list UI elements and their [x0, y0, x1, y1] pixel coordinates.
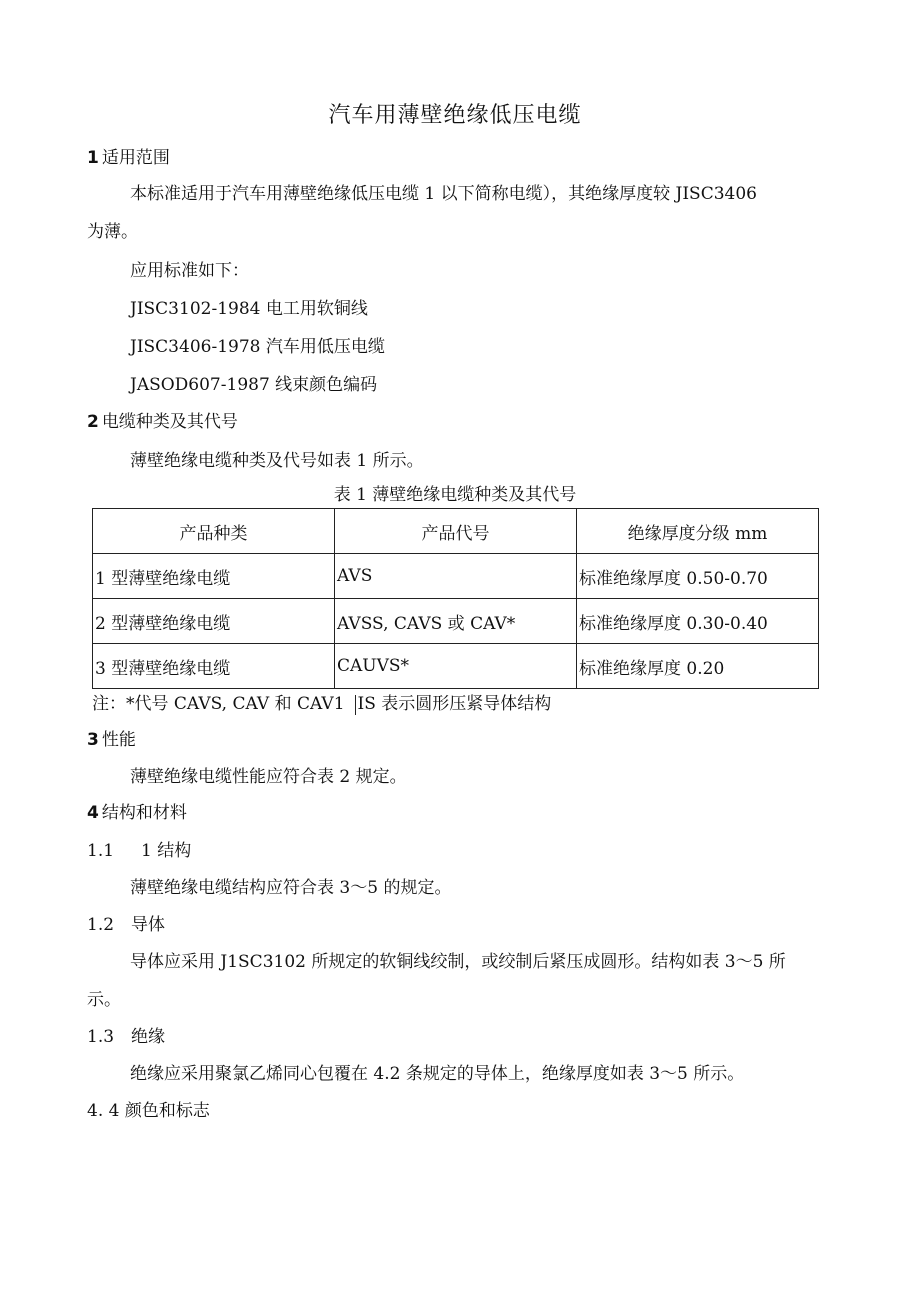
section-title: 电缆种类及其代号	[101, 412, 238, 432]
section-number: 2	[87, 412, 99, 432]
subsection-title: 1 结构	[141, 841, 192, 861]
subsection-number: 1.1	[87, 841, 115, 861]
section-3-heading	[87, 729, 136, 751]
reference-standard-2: JISC3406-1978 汽车用低压电缆	[130, 337, 385, 357]
subsection-2-paragraph-line-2: 示。	[87, 990, 121, 1010]
table-row	[93, 554, 819, 599]
subsection-2-paragraph-line-1: 导体应采用 J1SC3102 所规定的软铜线绞制，或绞制后紧压成圆形。结构如表 3～5 所	[130, 952, 786, 972]
section-1-paragraph-line-1: 本标准适用于汽车用薄壁绝缘低压电缆 1 以下简称电缆），其绝缘厚度较 JISC3406	[130, 184, 757, 204]
document-title: 汽车用薄壁绝缘低压电缆	[328, 103, 582, 128]
cell-product-type: 2 型薄壁绝缘电缆	[93, 599, 335, 644]
note-text-part-2: IS 表示圆形压紧导体结构	[357, 694, 552, 714]
reference-standard-1: JISC3102-1984 电工用软铜线	[130, 299, 368, 319]
reference-standard-3: JASOD607-1987 线束颜色编码	[130, 375, 378, 395]
section-number: 3	[87, 730, 99, 750]
subsection-title: 绝缘	[131, 1027, 165, 1047]
cell-insulation-grade: 标准绝缘厚度 0.50-0.70	[577, 554, 819, 599]
section-number: 1	[87, 148, 99, 168]
subsection-number: 1.3	[87, 1027, 115, 1047]
cell-product-code: AVSS, CAVS 或 CAV*	[335, 599, 577, 644]
section-2-heading	[87, 411, 238, 433]
section-number: 4	[87, 803, 99, 823]
table-row	[93, 599, 819, 644]
note-divider	[355, 695, 356, 715]
table-row	[93, 644, 819, 689]
subsection-number: 1.2	[87, 915, 115, 935]
section-4-heading	[87, 802, 187, 824]
section-title: 适用范围	[101, 148, 170, 168]
cable-type-table	[92, 508, 819, 689]
section-1-heading	[87, 147, 170, 169]
table-1-note	[92, 693, 551, 715]
subsection-1-paragraph: 薄壁绝缘电缆结构应符合表 3～5 的规定。	[130, 878, 452, 898]
subsection-1-heading	[87, 840, 191, 862]
section-3-paragraph: 薄壁绝缘电缆性能应符合表 2 规定。	[130, 767, 407, 787]
cell-insulation-grade: 标准绝缘厚度 0.30-0.40	[577, 599, 819, 644]
subsection-4-heading: 4. 4 颜色和标志	[87, 1101, 210, 1121]
subsection-3-heading	[87, 1026, 165, 1048]
subsection-3-paragraph: 绝缘应采用聚氯乙烯同心包覆在 4.2 条规定的导体上，绝缘厚度如表 3～5 所示。	[130, 1064, 745, 1084]
note-text-part-1: 注：*代号 CAVS, CAV 和 CAV1	[92, 694, 345, 714]
cell-product-type: 3 型薄壁绝缘电缆	[93, 644, 335, 689]
section-2-paragraph: 薄壁绝缘电缆种类及代号如表 1 所示。	[130, 451, 424, 471]
subsection-title: 导体	[131, 915, 165, 935]
section-title: 结构和材料	[101, 803, 187, 823]
section-1-paragraph-2: 应用标准如下：	[130, 261, 249, 281]
header-product-code: 产品代号	[335, 509, 577, 554]
table-header-row	[93, 509, 819, 554]
table-1-caption: 表 1 薄壁绝缘电缆种类及其代号	[333, 485, 577, 505]
cell-product-code: CAUVS*	[335, 644, 577, 689]
header-product-type: 产品种类	[93, 509, 335, 554]
section-title: 性能	[101, 730, 136, 750]
subsection-2-heading	[87, 914, 165, 936]
header-insulation-grade: 绝缘厚度分级 mm	[577, 509, 819, 554]
cell-product-type: 1 型薄壁绝缘电缆	[93, 554, 335, 599]
cell-insulation-grade: 标准绝缘厚度 0.20	[577, 644, 819, 689]
section-1-paragraph-line-2: 为薄。	[87, 222, 138, 242]
cell-product-code: AVS	[335, 554, 577, 599]
